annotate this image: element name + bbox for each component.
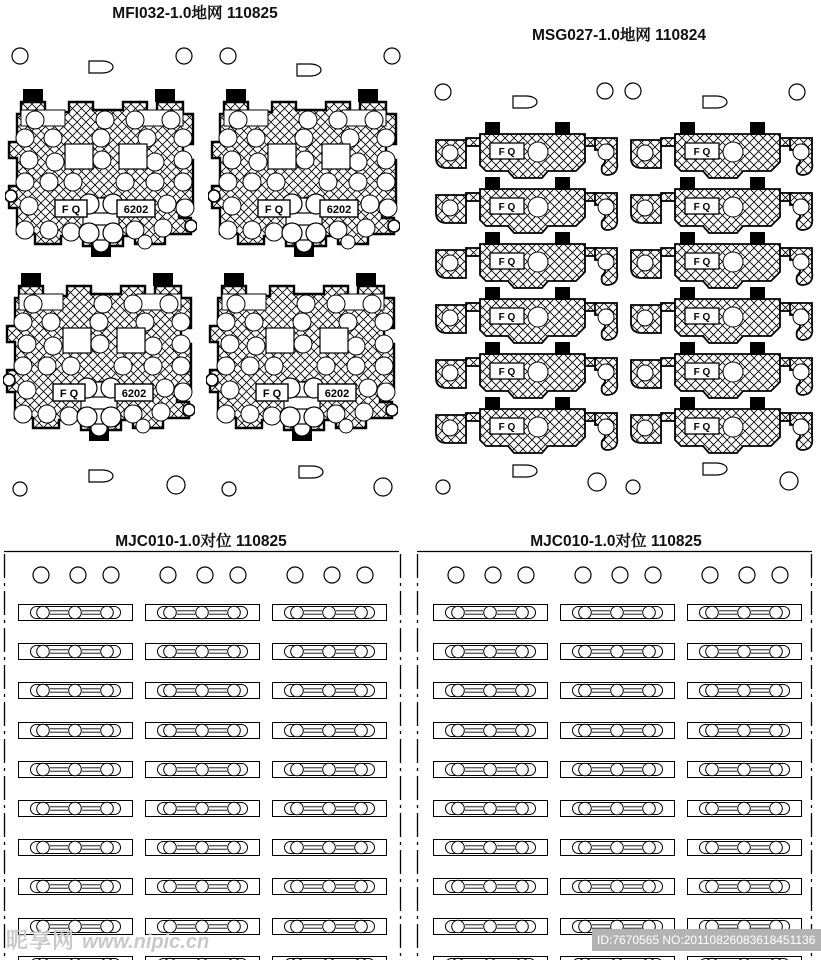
mjc-unit bbox=[434, 644, 548, 660]
mfi-unit bbox=[208, 89, 400, 257]
circle-fiducial bbox=[176, 48, 192, 64]
mjc-unit bbox=[146, 644, 260, 660]
mjc010-right-quadrant bbox=[434, 567, 802, 960]
d-fiducial bbox=[297, 64, 321, 76]
mjc-unit bbox=[434, 605, 548, 621]
watermark-site-name: 昵享网 bbox=[6, 928, 76, 953]
circle-fiducial bbox=[13, 482, 27, 496]
circle-fiducial bbox=[435, 84, 451, 100]
mjc-unit bbox=[561, 801, 675, 817]
circle-fiducial bbox=[220, 48, 236, 64]
mjc-unit bbox=[146, 801, 260, 817]
mjc-unit bbox=[273, 723, 387, 739]
mjc-unit-clipped bbox=[146, 957, 260, 960]
circle-fiducial bbox=[222, 482, 236, 496]
d-fiducial bbox=[513, 465, 537, 477]
msg-unit bbox=[436, 232, 617, 288]
mjc-unit bbox=[146, 762, 260, 778]
mjc-unit bbox=[561, 879, 675, 895]
circle-fiducial bbox=[374, 478, 392, 496]
mjc-unit bbox=[273, 605, 387, 621]
circle-fiducial bbox=[436, 480, 450, 494]
watermark-nipic bbox=[6, 924, 209, 955]
mjc-unit bbox=[434, 919, 548, 935]
mjc-top-hole bbox=[575, 567, 591, 583]
circle-fiducial bbox=[597, 83, 613, 99]
mjc-unit bbox=[561, 723, 675, 739]
mjc-unit bbox=[688, 723, 802, 739]
circle-fiducial bbox=[12, 48, 28, 64]
mjc-unit bbox=[19, 605, 133, 621]
mjc-top-hole bbox=[702, 567, 718, 583]
mjc-unit bbox=[561, 840, 675, 856]
msg-unit bbox=[631, 287, 812, 343]
mjc-unit bbox=[434, 879, 548, 895]
mjc-unit bbox=[434, 840, 548, 856]
msg-unit bbox=[631, 177, 812, 233]
mjc-unit bbox=[688, 840, 802, 856]
msg027-quadrant bbox=[436, 122, 812, 453]
mjc-unit bbox=[273, 919, 387, 935]
mjc-unit bbox=[273, 644, 387, 660]
mjc-top-hole bbox=[197, 567, 213, 583]
circle-fiducial bbox=[789, 84, 805, 100]
d-fiducial bbox=[89, 61, 113, 73]
mjc-unit bbox=[146, 840, 260, 856]
msg-unit bbox=[436, 177, 617, 233]
circle-fiducial bbox=[384, 48, 400, 64]
mjc-unit bbox=[19, 723, 133, 739]
msg-unit bbox=[631, 122, 812, 178]
d-fiducial bbox=[703, 96, 727, 108]
mfi-unit bbox=[3, 273, 195, 441]
mfi032-quadrant bbox=[3, 89, 400, 441]
mjc-unit bbox=[688, 801, 802, 817]
mjc-unit-clipped bbox=[561, 957, 675, 960]
mjc-top-hole bbox=[33, 567, 49, 583]
mjc-unit-clipped bbox=[434, 957, 548, 960]
mjc-top-hole bbox=[357, 567, 373, 583]
mjc-unit-clipped bbox=[19, 957, 133, 960]
mjc-top-hole bbox=[772, 567, 788, 583]
mjc-top-hole bbox=[287, 567, 303, 583]
mjc-top-hole bbox=[645, 567, 661, 583]
circle-fiducial bbox=[167, 476, 185, 494]
mjc-unit bbox=[19, 879, 133, 895]
panel-title-msg027: MSG027-1.0地网 110824 bbox=[531, 27, 707, 44]
mjc-top-hole bbox=[612, 567, 628, 583]
d-fiducial bbox=[299, 466, 323, 478]
mjc-top-hole bbox=[518, 567, 534, 583]
mjc-unit bbox=[561, 644, 675, 660]
mjc-unit bbox=[688, 762, 802, 778]
circle-fiducial bbox=[625, 83, 641, 99]
mjc-unit bbox=[19, 644, 133, 660]
circle-fiducial bbox=[588, 473, 606, 491]
panel-title-mjc010-right: MJC010-1.0对位 110825 bbox=[530, 533, 702, 550]
mjc-unit bbox=[146, 879, 260, 895]
mjc-unit bbox=[273, 683, 387, 699]
mjc-unit bbox=[434, 723, 548, 739]
mjc-unit bbox=[434, 801, 548, 817]
circle-fiducial bbox=[626, 480, 640, 494]
msg-unit bbox=[436, 287, 617, 343]
msg-unit bbox=[436, 122, 617, 178]
mjc-unit bbox=[434, 683, 548, 699]
mjc-unit bbox=[688, 644, 802, 660]
panel-title-mjc010-left: MJC010-1.0对位 110825 bbox=[115, 533, 287, 550]
d-fiducial bbox=[513, 96, 537, 108]
mjc-unit bbox=[688, 879, 802, 895]
msg-unit bbox=[631, 232, 812, 288]
d-fiducial bbox=[703, 463, 727, 475]
msg-unit bbox=[436, 342, 617, 398]
mjc-unit bbox=[561, 762, 675, 778]
mjc-unit-clipped bbox=[688, 957, 802, 960]
mjc-unit bbox=[434, 762, 548, 778]
mjc-top-hole bbox=[230, 567, 246, 583]
mfi-unit bbox=[5, 89, 197, 257]
mjc-unit-clipped bbox=[273, 957, 387, 960]
d-fiducial bbox=[89, 470, 113, 482]
watermark-id-band bbox=[592, 929, 821, 951]
mjc-unit bbox=[273, 840, 387, 856]
mjc-top-hole bbox=[103, 567, 119, 583]
mjc-unit bbox=[19, 840, 133, 856]
mjc-unit bbox=[19, 801, 133, 817]
mjc-unit bbox=[19, 683, 133, 699]
mfi-unit bbox=[206, 273, 398, 441]
mjc-unit bbox=[146, 605, 260, 621]
mjc-unit bbox=[19, 762, 133, 778]
mjc-unit bbox=[688, 605, 802, 621]
mjc-unit bbox=[273, 762, 387, 778]
msg-unit bbox=[631, 342, 812, 398]
watermark-id-text: ID:7670565 NO:20110826083618451136 bbox=[597, 933, 816, 947]
mjc010-left-quadrant bbox=[19, 567, 387, 960]
mjc-top-hole bbox=[448, 567, 464, 583]
mjc-unit bbox=[688, 683, 802, 699]
mjc-top-hole bbox=[324, 567, 340, 583]
mjc-top-hole bbox=[485, 567, 501, 583]
mjc-unit bbox=[273, 879, 387, 895]
msg-unit bbox=[436, 397, 617, 453]
watermark-site-url: www.nipic.cn bbox=[82, 931, 210, 953]
mjc-unit bbox=[561, 605, 675, 621]
mjc-unit bbox=[146, 683, 260, 699]
circle-fiducial bbox=[780, 472, 798, 490]
mjc-unit bbox=[273, 801, 387, 817]
mjc-top-hole bbox=[160, 567, 176, 583]
mjc-top-hole bbox=[70, 567, 86, 583]
mjc-unit bbox=[146, 723, 260, 739]
mjc-unit bbox=[561, 683, 675, 699]
mjc-top-hole bbox=[739, 567, 755, 583]
msg-unit bbox=[631, 397, 812, 453]
panel-title-mfi032: MFI032-1.0地网 110825 bbox=[112, 5, 278, 22]
